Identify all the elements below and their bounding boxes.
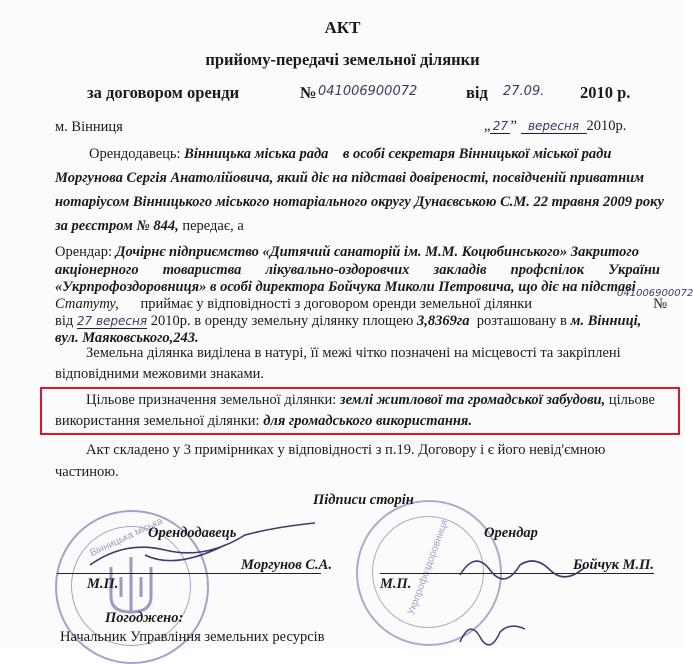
lessor-signatory-name: Моргунов С.А. [241, 557, 332, 573]
lessee-line-4: Статуту, приймає у відповідності з договором оренди земельної ділянки № 041006900072 [55, 288, 693, 312]
lessee-signatory-name: Бойчук М.П. [573, 557, 654, 573]
lessor-line-2: Моргунова Сергія Анатолійовича, який діє на підставі довіреності, посвідченій приватним [55, 170, 645, 186]
boundary-line-2: відповідними межовими знаками. [55, 366, 265, 382]
lessor-signature-label: Орендодавець [148, 525, 237, 541]
lessor-handwritten-signature [85, 515, 385, 575]
purpose-line-2: використання земельної ділянки: для громадського використання. [55, 413, 473, 429]
lessor-line-1: Орендодавець: Вінницька міська рада в особі секретаря Вінницької міської ради [89, 146, 612, 162]
agreed-line: Начальник Управління земельних ресурсів [60, 629, 325, 645]
contract-year: 2010 р. [580, 83, 631, 102]
mp-left: М.П. [87, 576, 119, 592]
boundary-line-1: Земельна ділянка виділена в натурі, її межі чітко позначені на місцевості та закріплені [86, 345, 621, 361]
lessee-signature-label: Орендар [484, 525, 538, 541]
agreed-label: Погоджено: [105, 610, 184, 626]
contract-number-label: № [300, 83, 317, 102]
stamp-left: Вінницька міська [55, 510, 209, 664]
stamp-right: Укрпрофоздоровниця [356, 500, 502, 646]
copies-line-2: частиною. [55, 464, 119, 480]
doc-title: АКТ [324, 18, 361, 37]
lessee-line-1: Орендар: Дочірнє підприємство «Дитячий санаторій ім. М.М. Коцюбинського» Закритого [55, 244, 639, 260]
contract-date-handwritten: 27.09. [503, 84, 545, 99]
agreed-handwritten-signature [455, 617, 535, 647]
lessee-line-5: від 27 вересня 2010р. в оренду земельну ділянку площею 3,8369га розташовану в м. Вінниці, [55, 313, 642, 329]
contract-prefix: за договором оренди [87, 83, 240, 102]
contract-number-handwritten: 041006900072 [318, 84, 418, 99]
copies-line-1: Акт складено у 3 примірниках у відповідності з п.19. Договору і є його невід'ємною [86, 442, 606, 458]
contract-date-label: від [466, 83, 488, 102]
lessor-line-3: нотаріусом Вінницького міського нотаріального округу Дунаєвською С.М. 22 травня 2009 року [55, 194, 664, 210]
place-date: „ 27 ” вересня 2010р. [484, 118, 627, 134]
lessor-line-4: за реєстром № 844, передає, а [55, 218, 244, 234]
mp-right: М.П. [380, 576, 412, 592]
lessee-line-3: «Укрпрофоздоровниця» в особі директора Бойчука Миколи Петровича, що діє на підставі [55, 279, 636, 295]
place: м. Вінниця [55, 119, 123, 135]
lessee-line-2: акціонерного товариства лікувально-оздоровчих закладів профспілок України [55, 262, 660, 278]
doc-subtitle: прийому-передачі земельної ділянки [205, 50, 480, 69]
purpose-line-1: Цільове призначення земельної ділянки: землі житлової та громадської забудови, цільове [86, 392, 655, 408]
lessee-line-6: вул. Маяковського,243. [55, 330, 199, 346]
signatures-heading: Підписи сторін [313, 492, 414, 508]
